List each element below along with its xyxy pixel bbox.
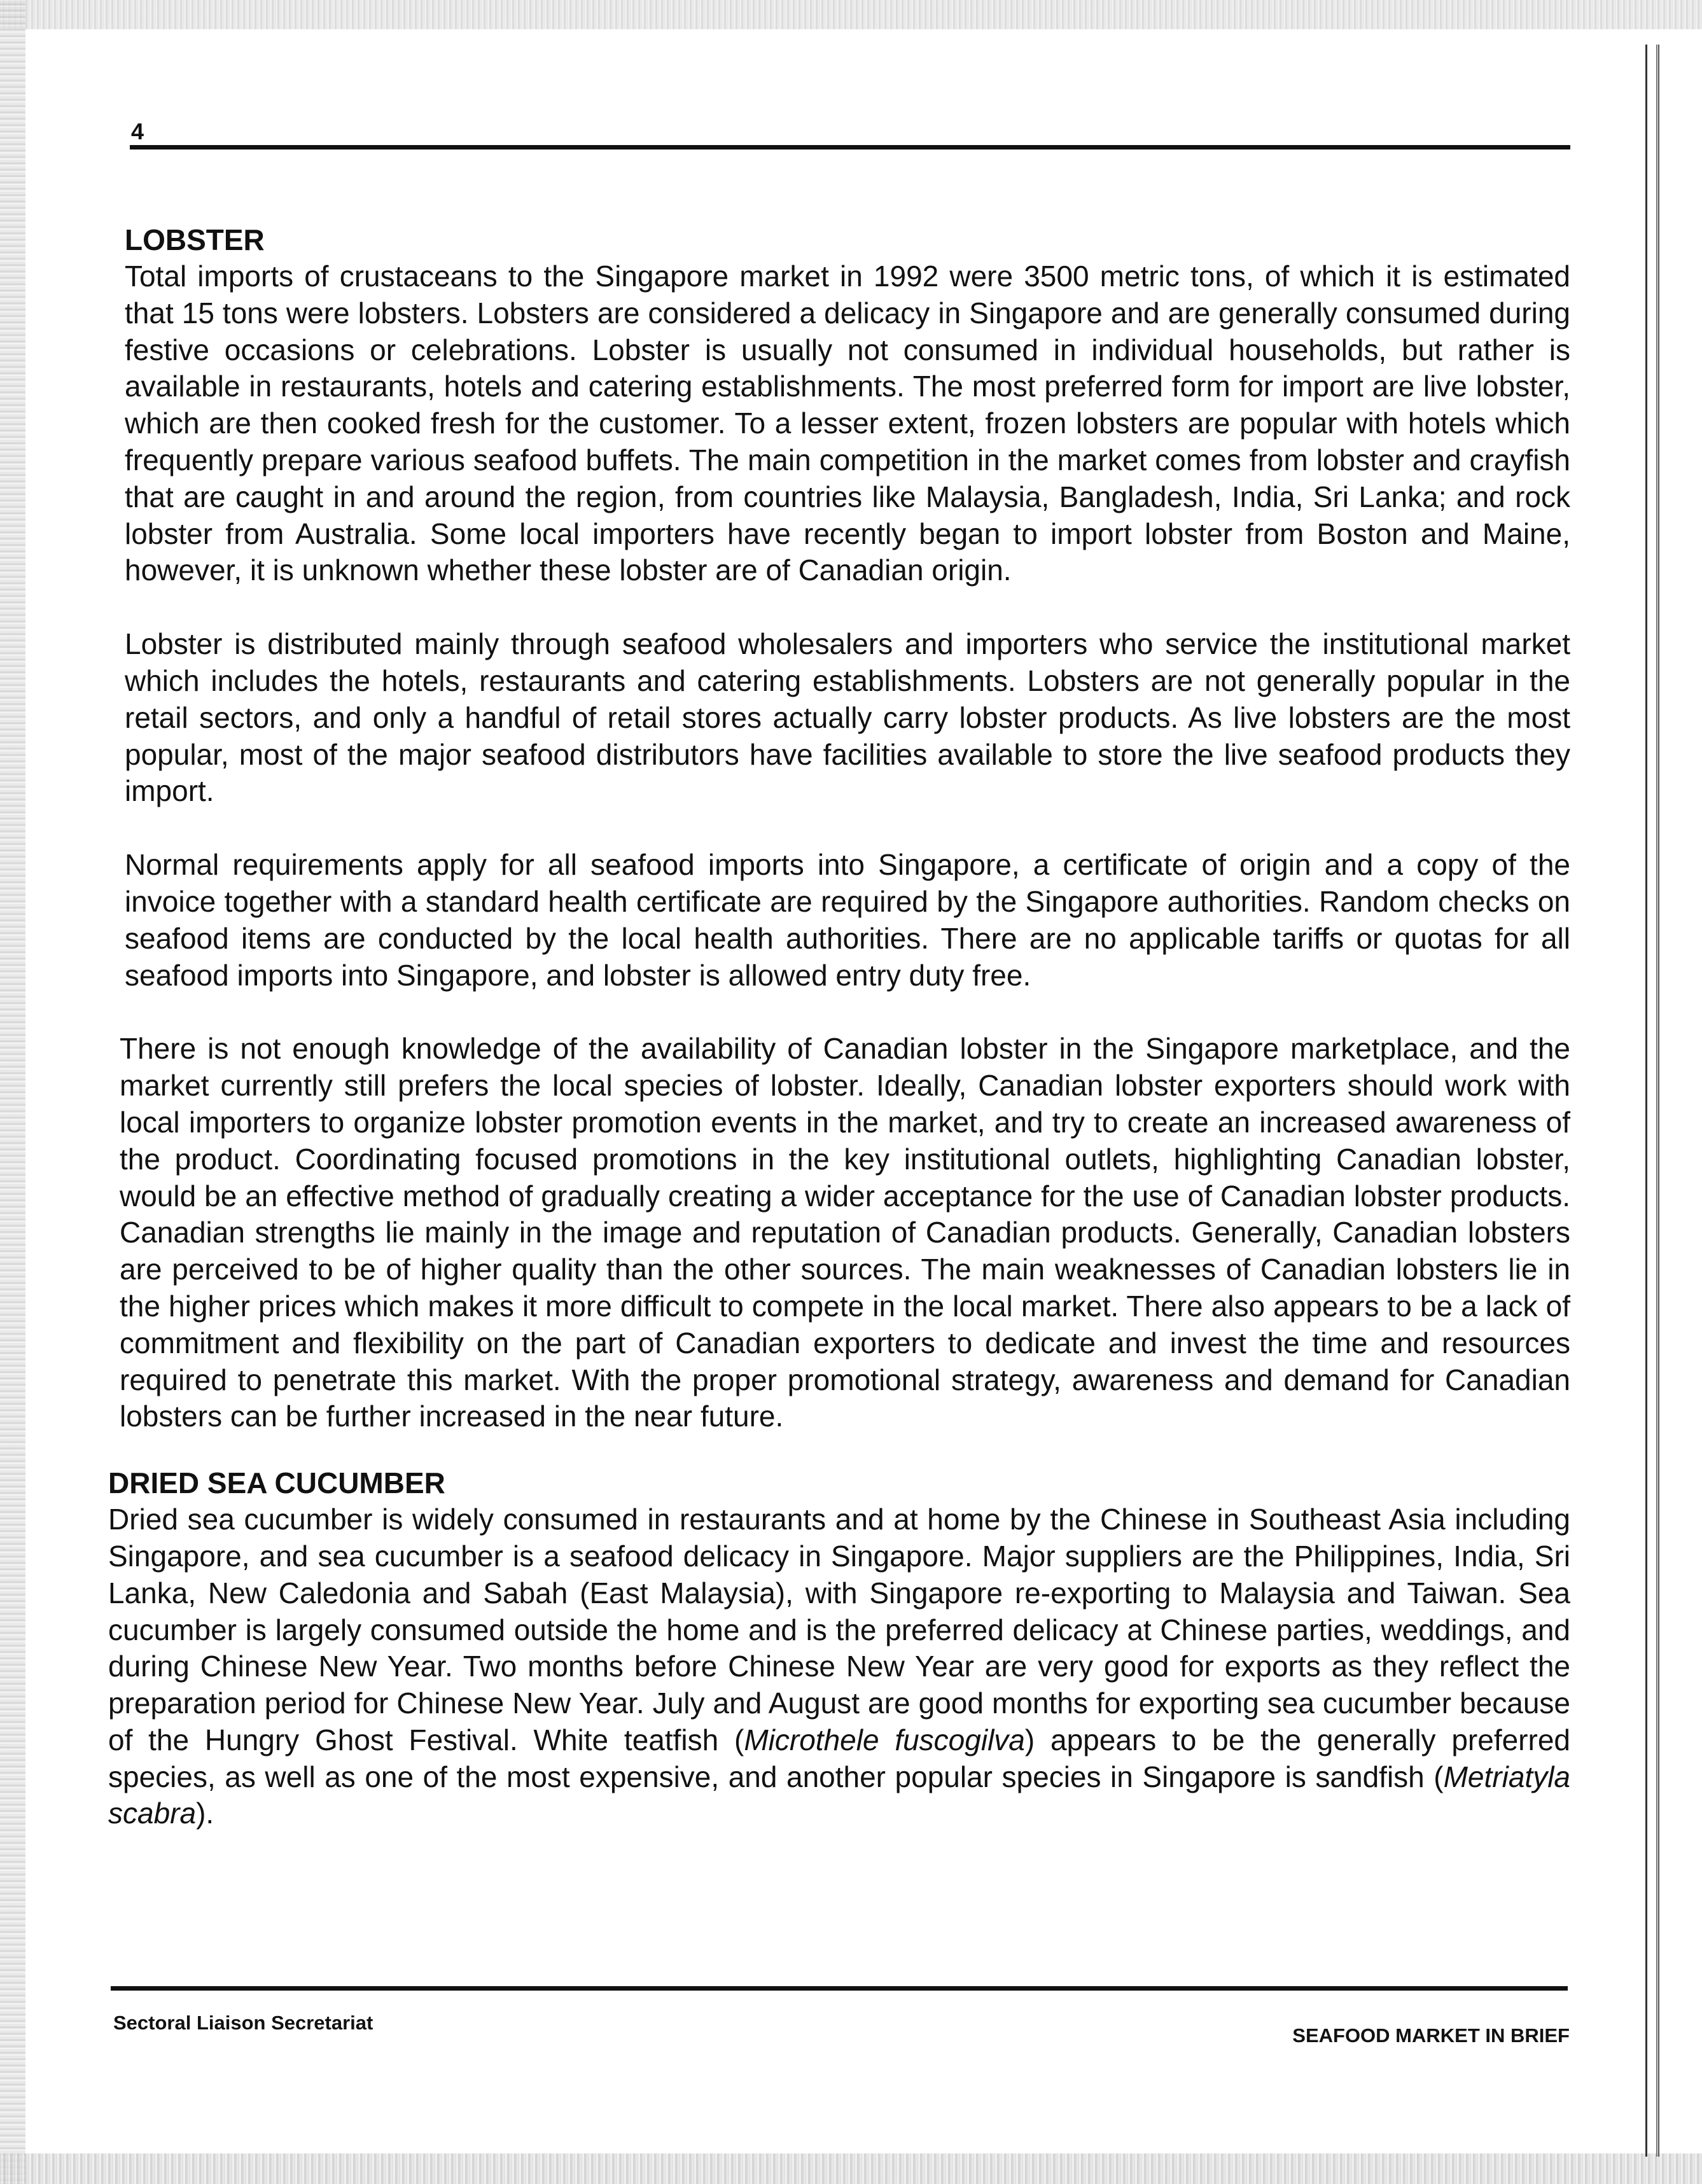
scan-edge-bottom bbox=[0, 2153, 1702, 2184]
paragraph bbox=[108, 1501, 1570, 1832]
paragraph-text: ). bbox=[196, 1797, 214, 1830]
paragraph: Total imports of crustaceans to the Singapore market in 1992 were 3500 metric tons, of which it is estimated that 15 tons were lobsters. Lobsters are considered a delicacy in Singapore and are generally consumed during festive occasions or celebrations. Lobster is usually not consumed in individual households, but rather is available in restaurants, hotels and catering establishments. The most preferred form for import are live lobster, which are then cooked fresh for the customer. To a lesser extent, frozen lobsters are popular with hotels which frequently prepare various seafood buffets. The main competition in the market comes from lobster and crayfish that are caught in and around the region, from countries like Malaysia, Bangladesh, India, Sri Lanka; and rock lobster from Australia. Some local importers have recently began to import lobster from Boston and Maine, however, it is unknown whether these lobster are of Canadian origin. bbox=[125, 260, 1570, 587]
scan-edge-top bbox=[0, 0, 1702, 29]
page-number: 4 bbox=[131, 118, 144, 144]
header-rule bbox=[130, 145, 1570, 150]
section-heading-sea-cucumber: DRIED SEA CUCUMBER bbox=[108, 1466, 445, 1500]
paragraph: Normal requirements apply for all seafood imports into Singapore, a certificate of origin and a copy of the invoice together with a standard health certificate are required by the Singapore authorities. Random checks on seafood items are conducted by the local health authorities. There are no applicable tariffs or quotas for all seafood imports into Singapore, and lobster is allowed entry duty free. bbox=[125, 848, 1570, 992]
species-name: Microthele fuscogilva bbox=[744, 1723, 1025, 1756]
section-heading-lobster: LOBSTER bbox=[125, 223, 265, 256]
footer-publication-title: SEAFOOD MARKET IN BRIEF bbox=[1292, 2024, 1570, 2047]
species-name: Metriatyla scabra bbox=[108, 1760, 1570, 1830]
section-dried-sea-cucumber bbox=[108, 1464, 1570, 1832]
scan-edge-left bbox=[0, 0, 25, 2184]
binder-edge-inner bbox=[1658, 45, 1663, 2157]
footer-organization: Sectoral Liaison Secretariat bbox=[113, 2012, 373, 2034]
paragraph-text: ) appears to be the generally preferred species, as well as one of the most expensive, and another popular species in Singapore is sandfish ( bbox=[108, 1723, 1570, 1793]
page-content bbox=[108, 221, 1570, 1832]
paragraph-text: Dried sea cucumber is widely consumed in restaurants and at home by the Chinese in Southeast Asia including Singapore, and sea cucumber is a seafood delicacy in Singapore. Major suppliers are the Philippines, India, Sri Lanka, New Caledonia and Sabah (East Malaysia), with Singapore re-exporting to Malaysia and Taiwan. Sea cucumber is largely consumed outside the home and is the preferred delicacy at Chinese parties, weddings, and during Chinese New Year. Two months before Chinese New Year are very good for exports as they reflect the preparation period for Chinese New Year. July and August are good months for exporting sea cucumber because of the Hungry Ghost Festival. White teatfish ( bbox=[108, 1503, 1570, 1756]
binder-edge bbox=[1645, 45, 1657, 2157]
paragraph: There is not enough knowledge of the availability of Canadian lobster in the Singapore marketplace, and the market currently still prefers the local species of lobster. Ideally, Canadian lobster exporters should work with local importers to organize lobster promotion events in the market, and try to create an increased awareness of the product. Coordinating focused promotions in the key institutional outlets, highlighting Canadian lobster, would be an effective method of gradually creating a wider acceptance for the use of Canadian lobster products. Canadian strengths lie mainly in the image and reputation of Canadian products. Generally, Canadian lobsters are perceived to be of higher quality than the other sources. The main weaknesses of Canadian lobsters lie in the higher prices which makes it more difficult to compete in the local market. There also appears to be a lack of commitment and flexibility on the part of Canadian exporters to dedicate and invest the time and resources required to penetrate this market. With the proper promotional strategy, awareness and demand for Canadian lobsters can be further increased in the near future. bbox=[120, 1032, 1570, 1433]
footer-rule bbox=[111, 1986, 1568, 1991]
section-lobster bbox=[120, 221, 1570, 1435]
paragraph: Lobster is distributed mainly through seafood wholesalers and importers who service the institutional market which includes the hotels, restaurants and catering establishments. Lobsters are not generally popular in the retail sectors, and only a handful of retail stores actually carry lobster products. As live lobsters are the most popular, most of the major seafood distributors have facilities available to store the live seafood products they import. bbox=[125, 627, 1570, 808]
